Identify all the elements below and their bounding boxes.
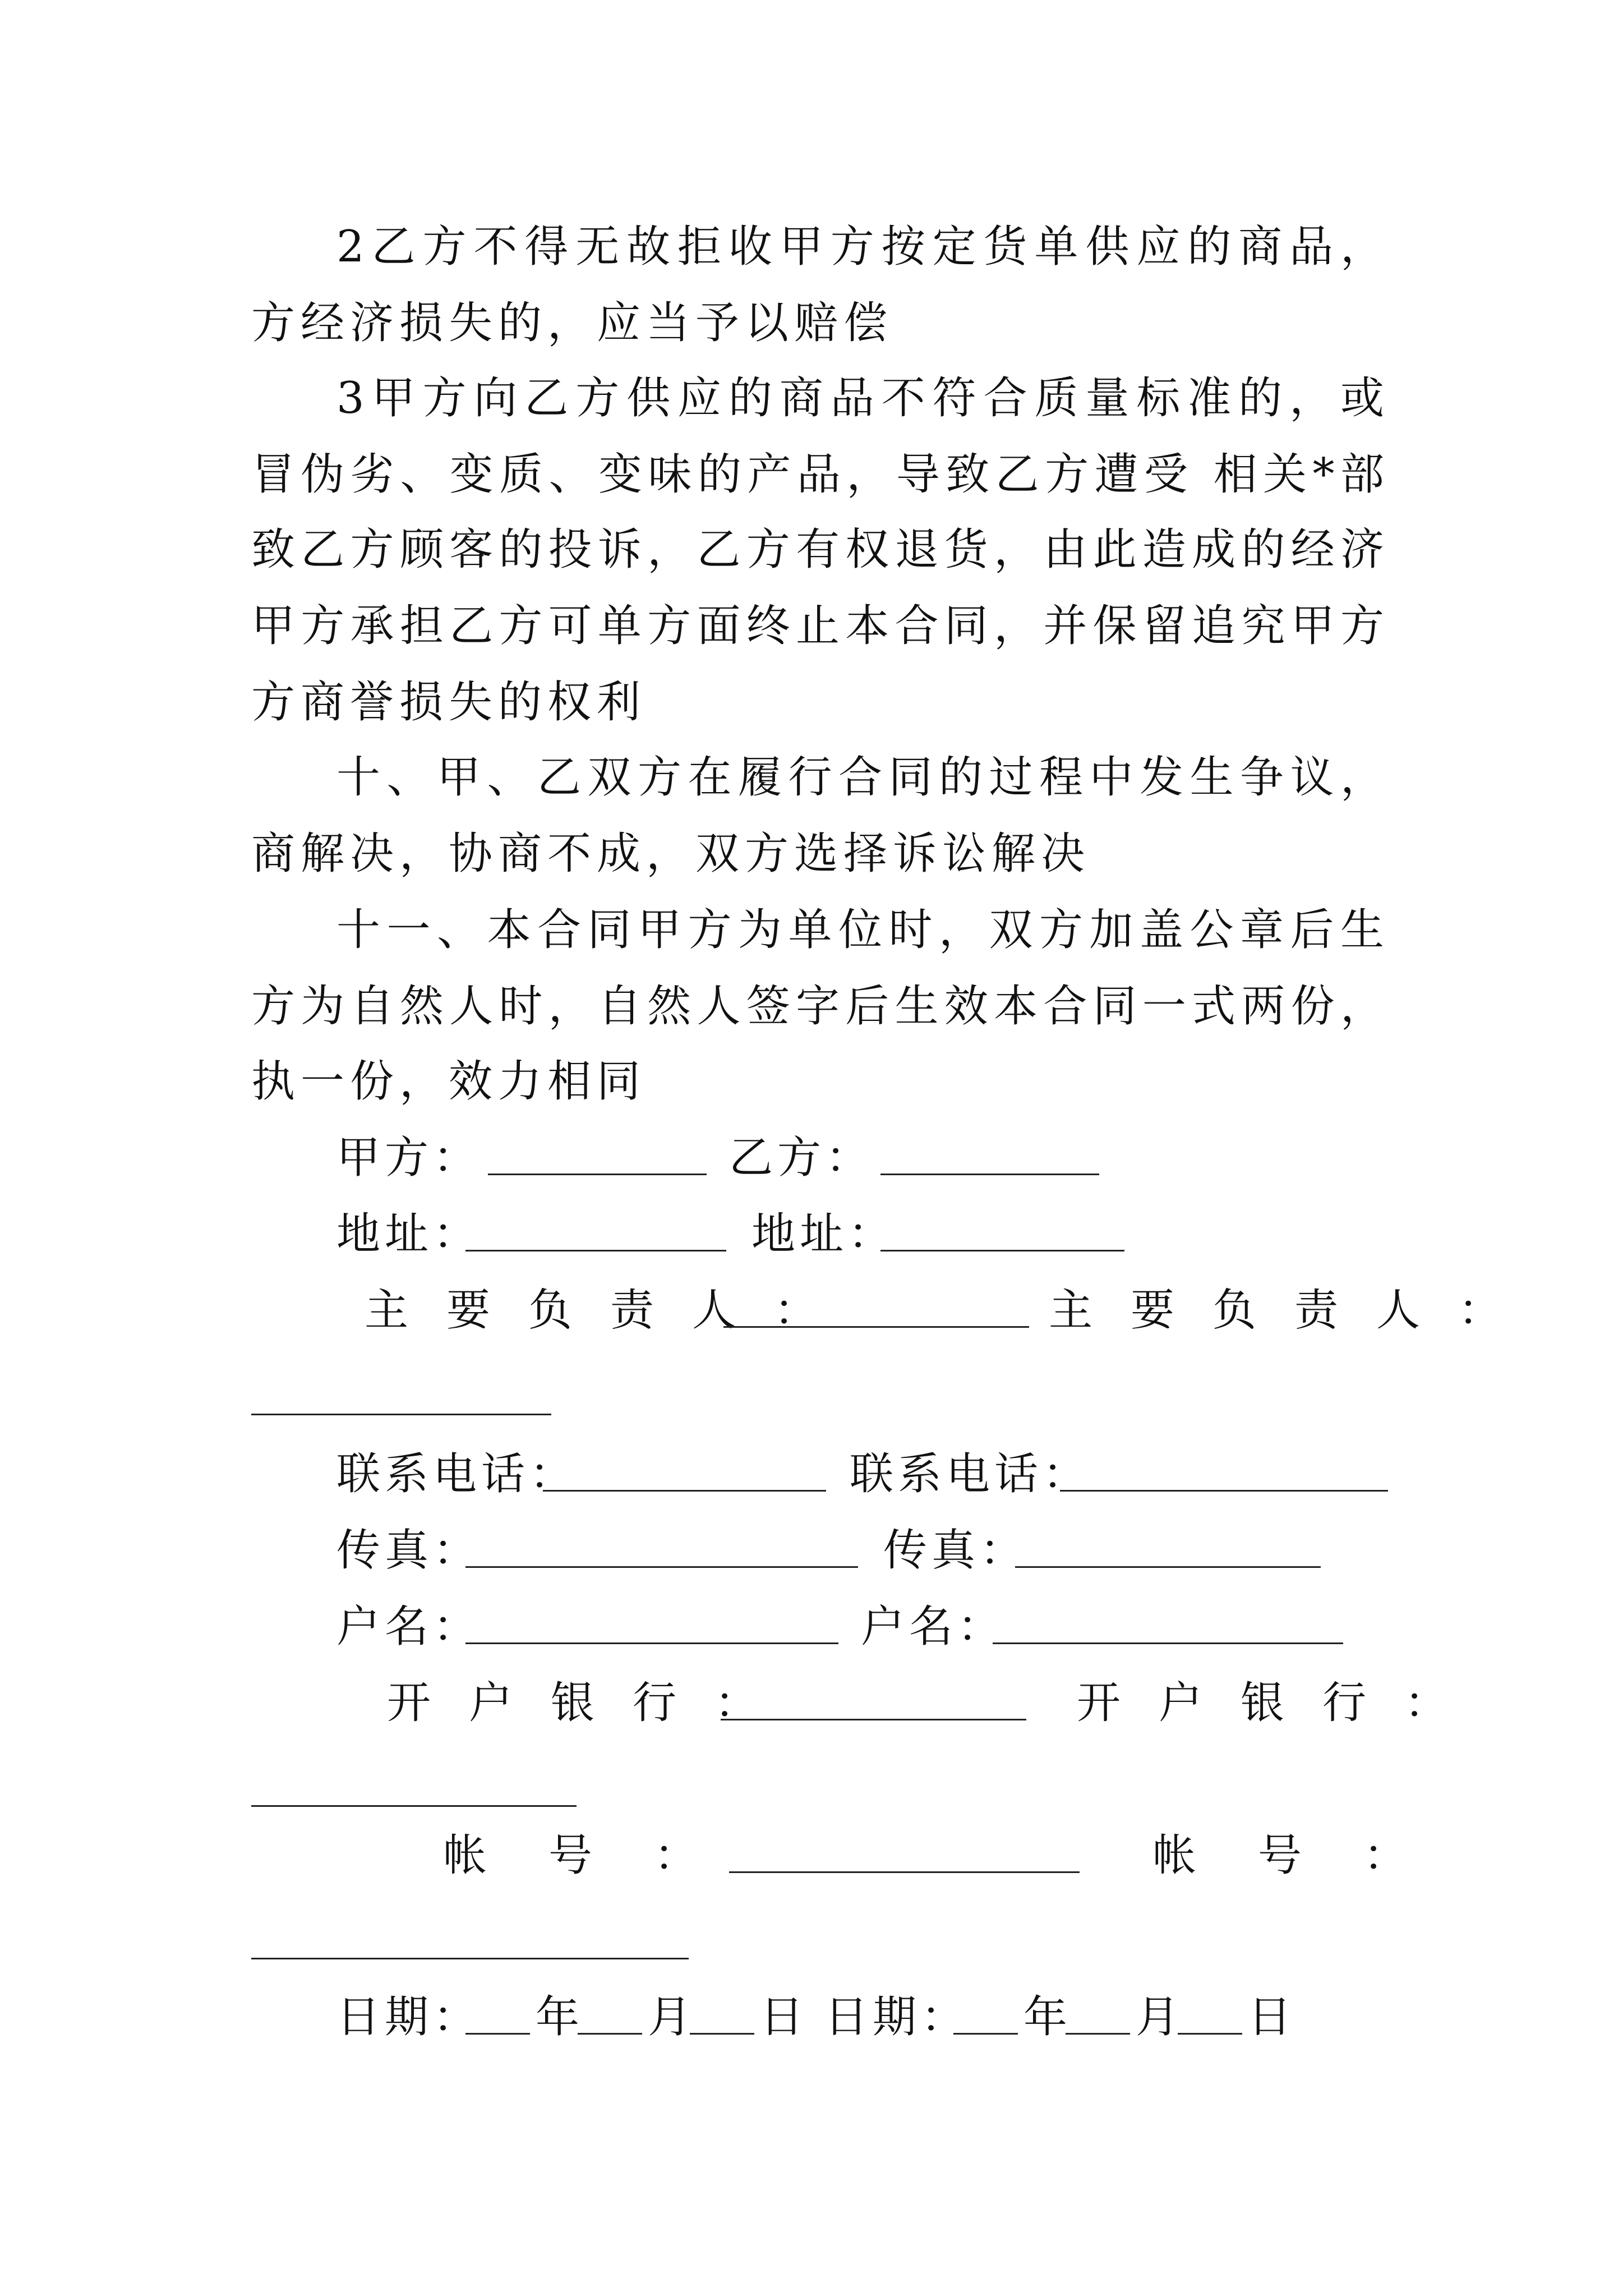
date-b-year-field[interactable] xyxy=(953,1989,1018,2035)
fax-b-field[interactable] xyxy=(1015,1522,1321,1568)
phone-b-field[interactable] xyxy=(1060,1446,1388,1492)
clause-11-line-1: 十一、本合同甲方为单位时，双方加盖公章后生 xyxy=(336,905,1390,955)
clause-2-line-1: 2乙方不得无故拒收甲方按定货单供应的商品， xyxy=(336,222,1390,272)
date-a-day-unit: 日 xyxy=(760,1992,809,2042)
date-row xyxy=(336,1989,1402,2045)
clause-2-line-2: 方经济损失的，应当予以赔偿 xyxy=(251,298,893,348)
account-no-row xyxy=(443,1828,1469,1884)
principal-b-field[interactable] xyxy=(251,1414,551,1415)
date-a-month-unit: 月 xyxy=(648,1992,697,2042)
account-no-b-field[interactable] xyxy=(251,1958,689,1959)
principal-a-field[interactable] xyxy=(723,1282,1029,1328)
clause-11-line-3: 执一份，效力相同 xyxy=(251,1056,647,1107)
account-name-row xyxy=(336,1599,1402,1655)
clause-10-line-1: 十、甲、乙双方在履行合同的过程中发生争议， xyxy=(336,752,1390,803)
address-a-label: 地址： xyxy=(336,1209,482,1259)
date-a-year-field[interactable] xyxy=(465,1989,530,2035)
clause-3-line-2: 冒伪劣、变质、变味的产品，导致乙方遭受 相关*部 xyxy=(251,449,1390,500)
date-a-day-field[interactable] xyxy=(690,1989,754,2035)
date-b-day-field[interactable] xyxy=(1178,1989,1242,2035)
address-a-field[interactable] xyxy=(465,1206,726,1251)
clause-11-line-2: 方为自然人时，自然人签字后生效本合同一式两份， xyxy=(251,981,1390,1032)
date-b-month-unit: 月 xyxy=(1136,1992,1184,2042)
phone-b-label: 联系电话： xyxy=(850,1449,1091,1499)
account-name-b-field[interactable] xyxy=(993,1599,1343,1644)
party-row xyxy=(336,1130,1402,1186)
date-b-label: 日期： xyxy=(824,1992,970,2042)
clause-3-line-5: 方商誉损失的权利 xyxy=(251,677,647,728)
bank-row xyxy=(387,1675,1487,1731)
clause-3-line-1: 3甲方向乙方供应的商品不符合质量标准的，或 xyxy=(336,373,1390,424)
fax-b-label: 传真： xyxy=(883,1525,1029,1576)
account-no-a-label: 帐号： xyxy=(443,1830,760,1881)
date-a-month-field[interactable] xyxy=(578,1989,642,2035)
clause-3-line-3: 致乙方顾客的投诉，乙方有权退货，由此造成的经济 xyxy=(251,524,1390,575)
phone-a-field[interactable] xyxy=(543,1446,826,1492)
principal-b-label: 主要负责人： xyxy=(1049,1285,1541,1336)
bank-b-field[interactable] xyxy=(251,1805,577,1807)
principal-a-label: 主要负责人： xyxy=(365,1285,856,1336)
bank-a-field[interactable] xyxy=(721,1675,1026,1720)
date-a-year-unit: 年 xyxy=(536,1992,584,2042)
address-b-field[interactable] xyxy=(880,1206,1124,1251)
phone-row xyxy=(336,1446,1402,1502)
address-row xyxy=(336,1206,1402,1262)
date-b-year-unit: 年 xyxy=(1023,1992,1072,2042)
bank-a-label: 开户银行： xyxy=(387,1678,797,1728)
bank-b-label: 开户银行： xyxy=(1077,1678,1487,1728)
account-name-a-field[interactable] xyxy=(465,1599,838,1644)
fax-a-field[interactable] xyxy=(465,1522,858,1568)
date-b-day-unit: 日 xyxy=(1248,1992,1297,2042)
principal-row xyxy=(365,1282,1541,1338)
account-no-a-field[interactable] xyxy=(729,1828,1080,1873)
fax-a-label: 传真： xyxy=(336,1525,482,1576)
phone-a-label: 联系电话： xyxy=(336,1449,578,1499)
fax-row xyxy=(336,1522,1402,1579)
account-no-b-label: 帐号： xyxy=(1152,1830,1469,1881)
party-a-field[interactable] xyxy=(488,1130,707,1175)
party-b-field[interactable] xyxy=(880,1130,1099,1175)
party-a-label: 甲方： xyxy=(336,1133,482,1183)
clause-10-line-2: 商解决，协商不成，双方选择诉讼解决 xyxy=(251,829,1091,879)
account-name-b-label: 户名： xyxy=(861,1602,1006,1652)
date-a-label: 日期： xyxy=(336,1992,482,2042)
date-b-month-field[interactable] xyxy=(1066,1989,1130,2035)
clause-3-line-4: 甲方承担乙方可单方面终止本合同，并保留追究甲方 xyxy=(251,601,1390,651)
address-b-label: 地址： xyxy=(751,1209,897,1259)
party-b-label: 乙方： xyxy=(729,1133,874,1183)
account-name-a-label: 户名： xyxy=(336,1602,482,1652)
